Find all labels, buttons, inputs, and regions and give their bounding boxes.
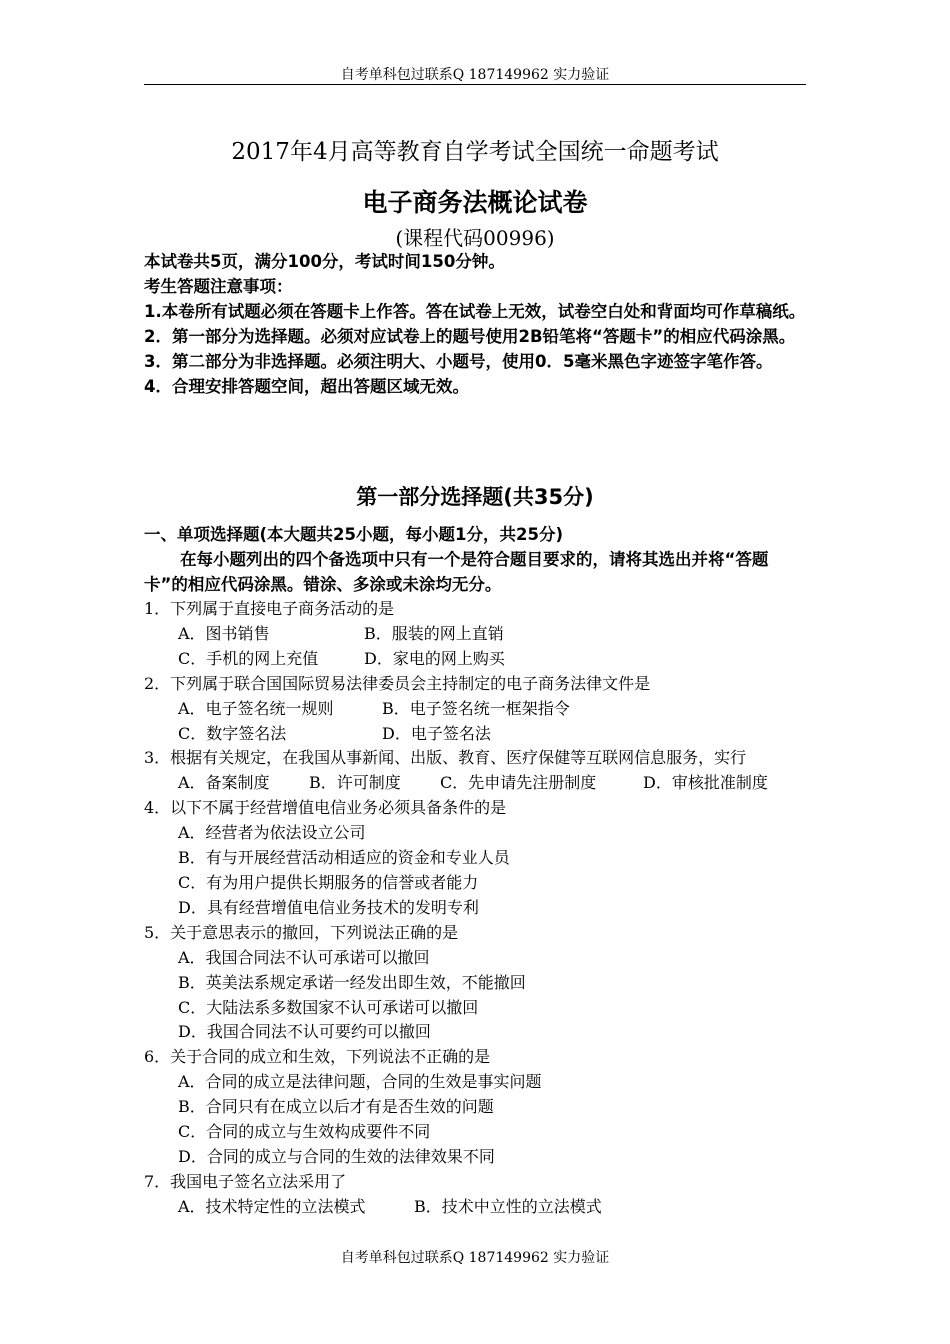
question-option: B．有与开展经营活动相适应的资金和专业人员	[178, 848, 510, 868]
question-stem: 3．根据有关规定，在我国从事新闻、出版、教育、医疗保健等互联网信息服务，实行	[144, 748, 747, 768]
question-option: B．技术中立性的立法模式	[414, 1196, 602, 1216]
option-row	[144, 821, 808, 846]
notice-line: 4．合理安排答题空间，超出答题区域无效。	[144, 377, 469, 396]
exam-title: 2017年4月高等教育自学考试全国统一命题考试	[231, 139, 719, 165]
question-option: A．电子签名统一规则	[178, 698, 334, 718]
notice-line: 考生答题注意事项：	[144, 277, 293, 296]
option-row	[144, 871, 808, 896]
option-row	[144, 771, 808, 796]
notice-line: 2．第一部分为选择题。必须对应试卷上的题号使用2B铅笔将“答题卡”的相应代码涂黑。	[144, 327, 796, 346]
page-header: 自考单科包过联系Q 187149962 实力验证	[340, 67, 610, 83]
question-option: C．手机的网上充值	[178, 648, 319, 668]
question-option: B．合同只有在成立以后才有是否生效的问题	[178, 1097, 494, 1117]
question-option: C．大陆法系多数国家不认可承诺可以撤回	[178, 997, 479, 1017]
question-stem: 5．关于意思表示的撤回，下列说法正确的是	[144, 922, 459, 942]
question-option: C．有为用户提供长期服务的信誉或者能力	[178, 872, 479, 892]
option-row	[144, 846, 808, 871]
section-heading: 一、单项选择题(本大题共25小题，每小题1分，共25分)	[144, 525, 563, 544]
option-row	[144, 1070, 808, 1095]
page-footer: 自考单科包过联系Q 187149962 实力验证	[340, 1250, 610, 1266]
notice-line: 1.本卷所有试题必须在答题卡上作答。答在试卷上无效，试卷空白处和背面均可作草稿纸。	[144, 302, 806, 321]
notice-line: 本试卷共5页，满分100分，考试时间150分钟。	[144, 252, 505, 271]
option-row	[144, 946, 808, 971]
option-row	[144, 697, 808, 722]
question-option: A．备案制度	[178, 773, 270, 793]
notices	[144, 249, 808, 399]
option-row	[144, 971, 808, 996]
paper-title: 电子商务法概论试卷	[362, 188, 588, 217]
option-row	[144, 722, 808, 747]
question-stem: 7．我国电子签名立法采用了	[144, 1171, 347, 1191]
question-stem: 4．以下不属于经营增值电信业务必须具备条件的是	[144, 798, 507, 818]
option-row	[144, 647, 808, 672]
question-option: D．家电的网上购买	[364, 648, 505, 668]
question-option: B．服装的网上直销	[364, 623, 504, 643]
question-option: B．英美法系规定承诺一经发出即生效，不能撤回	[178, 972, 526, 992]
option-row	[144, 996, 808, 1021]
question-option: D．合同的成立与合同的生效的法律效果不同	[178, 1146, 495, 1166]
question-option: B．许可制度	[309, 773, 401, 793]
header-divider	[144, 84, 806, 85]
option-row	[144, 622, 808, 647]
question-option: A．技术特定性的立法模式	[178, 1196, 366, 1216]
question-option: D．具有经营增值电信业务技术的发明专利	[178, 897, 479, 917]
question-option: B．电子签名统一框架指令	[382, 698, 570, 718]
section-instruction: 在每小题列出的四个备选项中只有一个是符合题目要求的，请将其选出并将“答题卡”的相应代码涂黑。错涂、多涂或未涂均无分。	[144, 550, 769, 594]
option-row	[144, 1195, 808, 1220]
question-option: D．审核批准制度	[643, 773, 768, 793]
question-stem: 1．下列属于直接电子商务活动的是	[144, 599, 395, 618]
question-list	[144, 597, 808, 1220]
question-stem: 6．关于合同的成立和生效，下列说法不正确的是	[144, 1047, 491, 1067]
option-row	[144, 1120, 808, 1145]
question-option: D．我国合同法不认可要约可以撤回	[178, 1022, 431, 1042]
option-row	[144, 1145, 808, 1170]
option-row	[144, 896, 808, 921]
question-option: D．电子签名法	[382, 723, 491, 743]
option-row	[144, 1020, 808, 1045]
course-code: (课程代码00996)	[395, 226, 555, 250]
question-option: A．合同的成立是法律问题，合同的生效是事实问题	[178, 1072, 542, 1092]
section-intro	[144, 522, 808, 597]
notice-line: 3．第二部分为非选择题。必须注明大、小题号，使用0．5毫米黑色字迹签字笔作答。	[144, 352, 773, 371]
part-title: 第一部分选择题(共35分)	[356, 485, 594, 509]
question-option: A．图书销售	[178, 623, 270, 643]
question-option: C．合同的成立与生效构成要件不同	[178, 1122, 431, 1142]
option-row	[144, 1095, 808, 1120]
question-option: C．数字签名法	[178, 723, 287, 743]
question-option: A．我国合同法不认可承诺可以撤回	[178, 947, 430, 967]
question-option: C．先申请先注册制度	[440, 773, 597, 793]
question-stem: 2．下列属于联合国国际贸易法律委员会主持制定的电子商务法律文件是	[144, 673, 651, 693]
question-option: A．经营者为依法设立公司	[178, 823, 366, 843]
